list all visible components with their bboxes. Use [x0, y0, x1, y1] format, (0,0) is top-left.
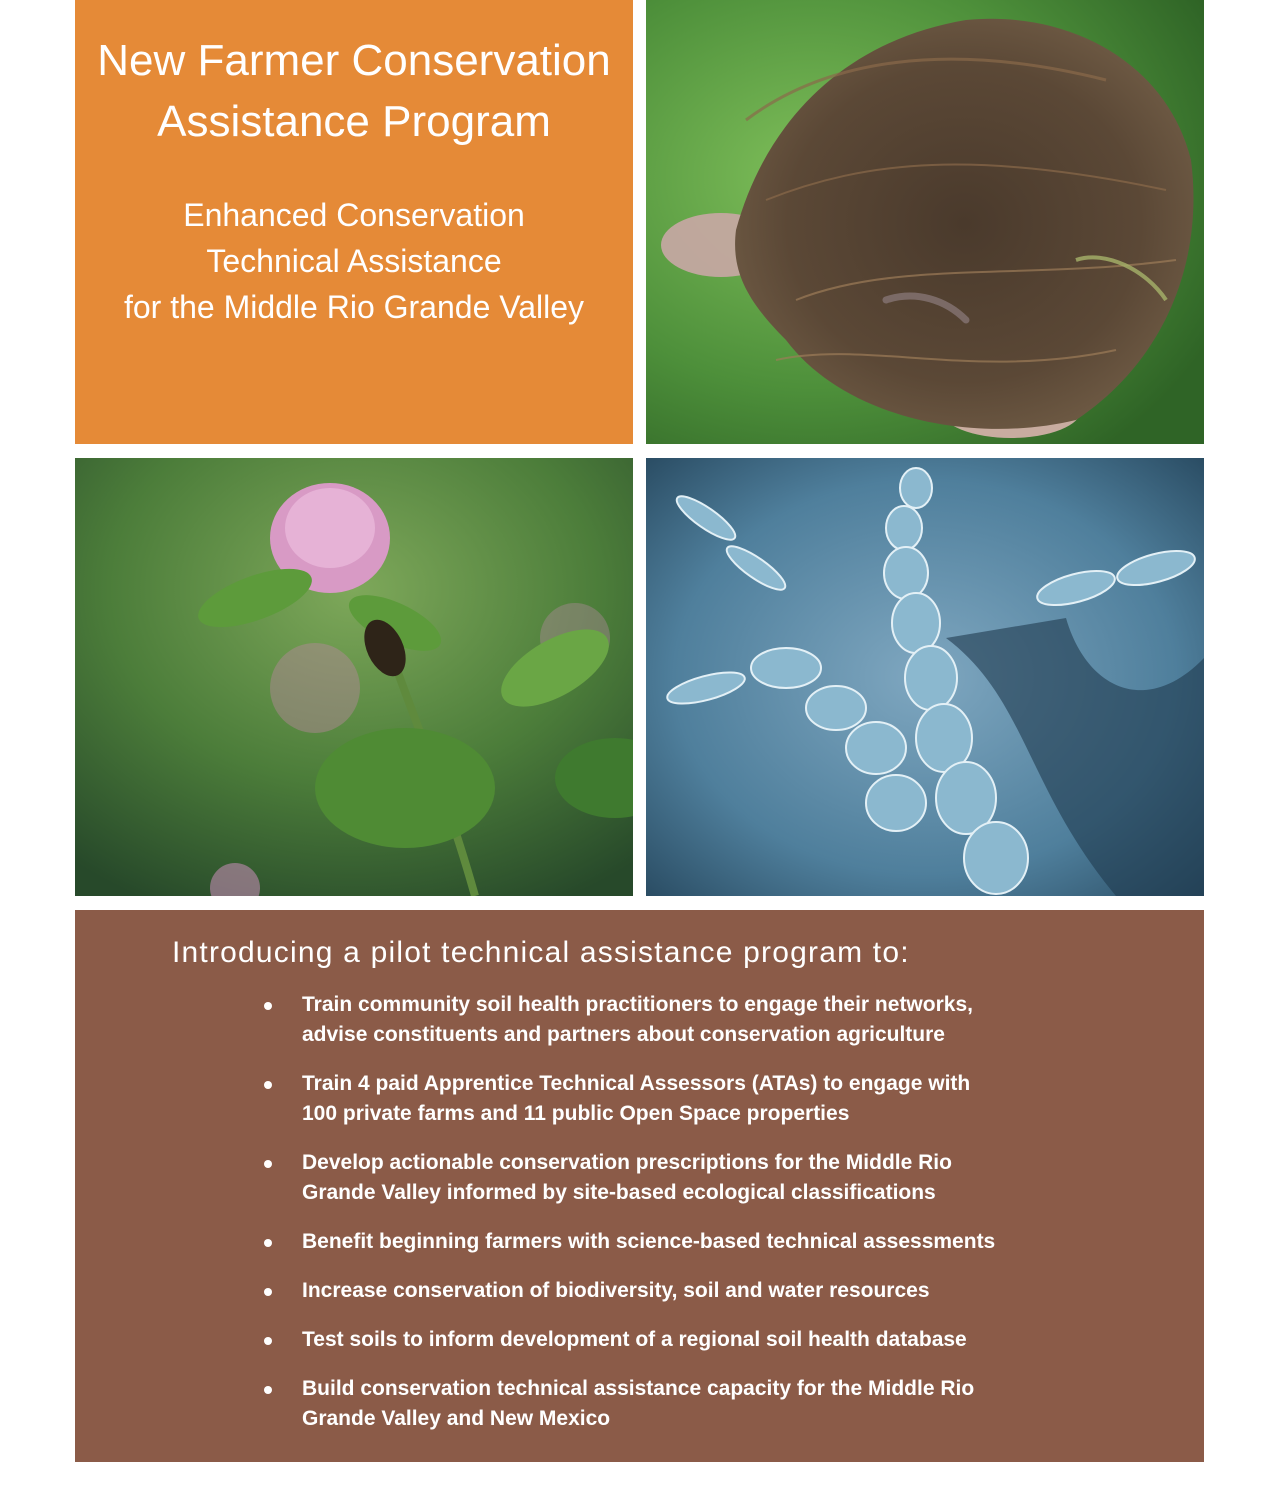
- list-item-line2: Grande Valley informed by site-based ecological classifications: [302, 1181, 936, 1204]
- list-item: [260, 1148, 1080, 1208]
- clover-bee-image: [75, 458, 633, 896]
- list-item-line1: Test soils to inform development of a regional soil health database: [302, 1328, 967, 1351]
- program-title-line2: Assistance Program: [157, 97, 551, 146]
- objectives-list: [260, 990, 1080, 1453]
- list-item-line2: Grande Valley and New Mexico: [302, 1407, 611, 1430]
- list-item: [260, 1374, 1080, 1434]
- list-item-line1: Develop actionable conservation prescriptions for the Middle Rio: [302, 1151, 952, 1174]
- list-item-line2: 100 private farms and 11 public Open Space properties: [302, 1102, 850, 1125]
- list-item-line1: Increase conservation of biodiversity, soil and water resources: [302, 1279, 930, 1302]
- program-subtitle-line3: for the Middle Rio Grande Valley: [123, 289, 585, 325]
- title-panel: [75, 0, 633, 444]
- program-title-line1: New Farmer Conservation: [97, 36, 611, 85]
- list-item: [260, 1325, 1080, 1355]
- list-item-line1: Build conservation technical assistance capacity for the Middle Rio: [302, 1377, 975, 1400]
- microbe-micrograph-photo: [646, 458, 1204, 896]
- list-item: [260, 1227, 1080, 1257]
- intro-heading: Introducing a pilot technical assistance program to:: [172, 936, 910, 969]
- microbe-micrograph-image: [646, 458, 1204, 896]
- list-item-line1: Benefit beginning farmers with science-based technical assessments: [302, 1230, 996, 1253]
- intro-panel: [75, 910, 1204, 1462]
- clover-bee-photo: [75, 458, 633, 896]
- list-item-line1: Train community soil health practitioners to engage their networks,: [302, 993, 973, 1016]
- list-item: [260, 990, 1080, 1050]
- program-subtitle-line1: Enhanced Conservation: [183, 197, 525, 233]
- bullet-icon: [264, 1002, 272, 1010]
- list-item: [260, 1276, 1080, 1306]
- bullet-icon: [264, 1081, 272, 1089]
- program-subtitle: [75, 192, 633, 330]
- bullet-icon: [264, 1239, 272, 1247]
- soil-roots-image: [646, 0, 1204, 444]
- list-item-line1: Train 4 paid Apprentice Technical Assessors (ATAs) to engage with: [302, 1072, 971, 1095]
- bullet-icon: [264, 1288, 272, 1296]
- bullet-icon: [264, 1386, 272, 1394]
- list-item: [260, 1069, 1080, 1129]
- bullet-icon: [264, 1160, 272, 1168]
- bullet-icon: [264, 1337, 272, 1345]
- program-subtitle-line2: Technical Assistance: [206, 243, 502, 279]
- soil-roots-photo: [646, 0, 1204, 444]
- list-item-line2: advise constituents and partners about conservation agriculture: [302, 1023, 945, 1046]
- program-title: [75, 30, 633, 152]
